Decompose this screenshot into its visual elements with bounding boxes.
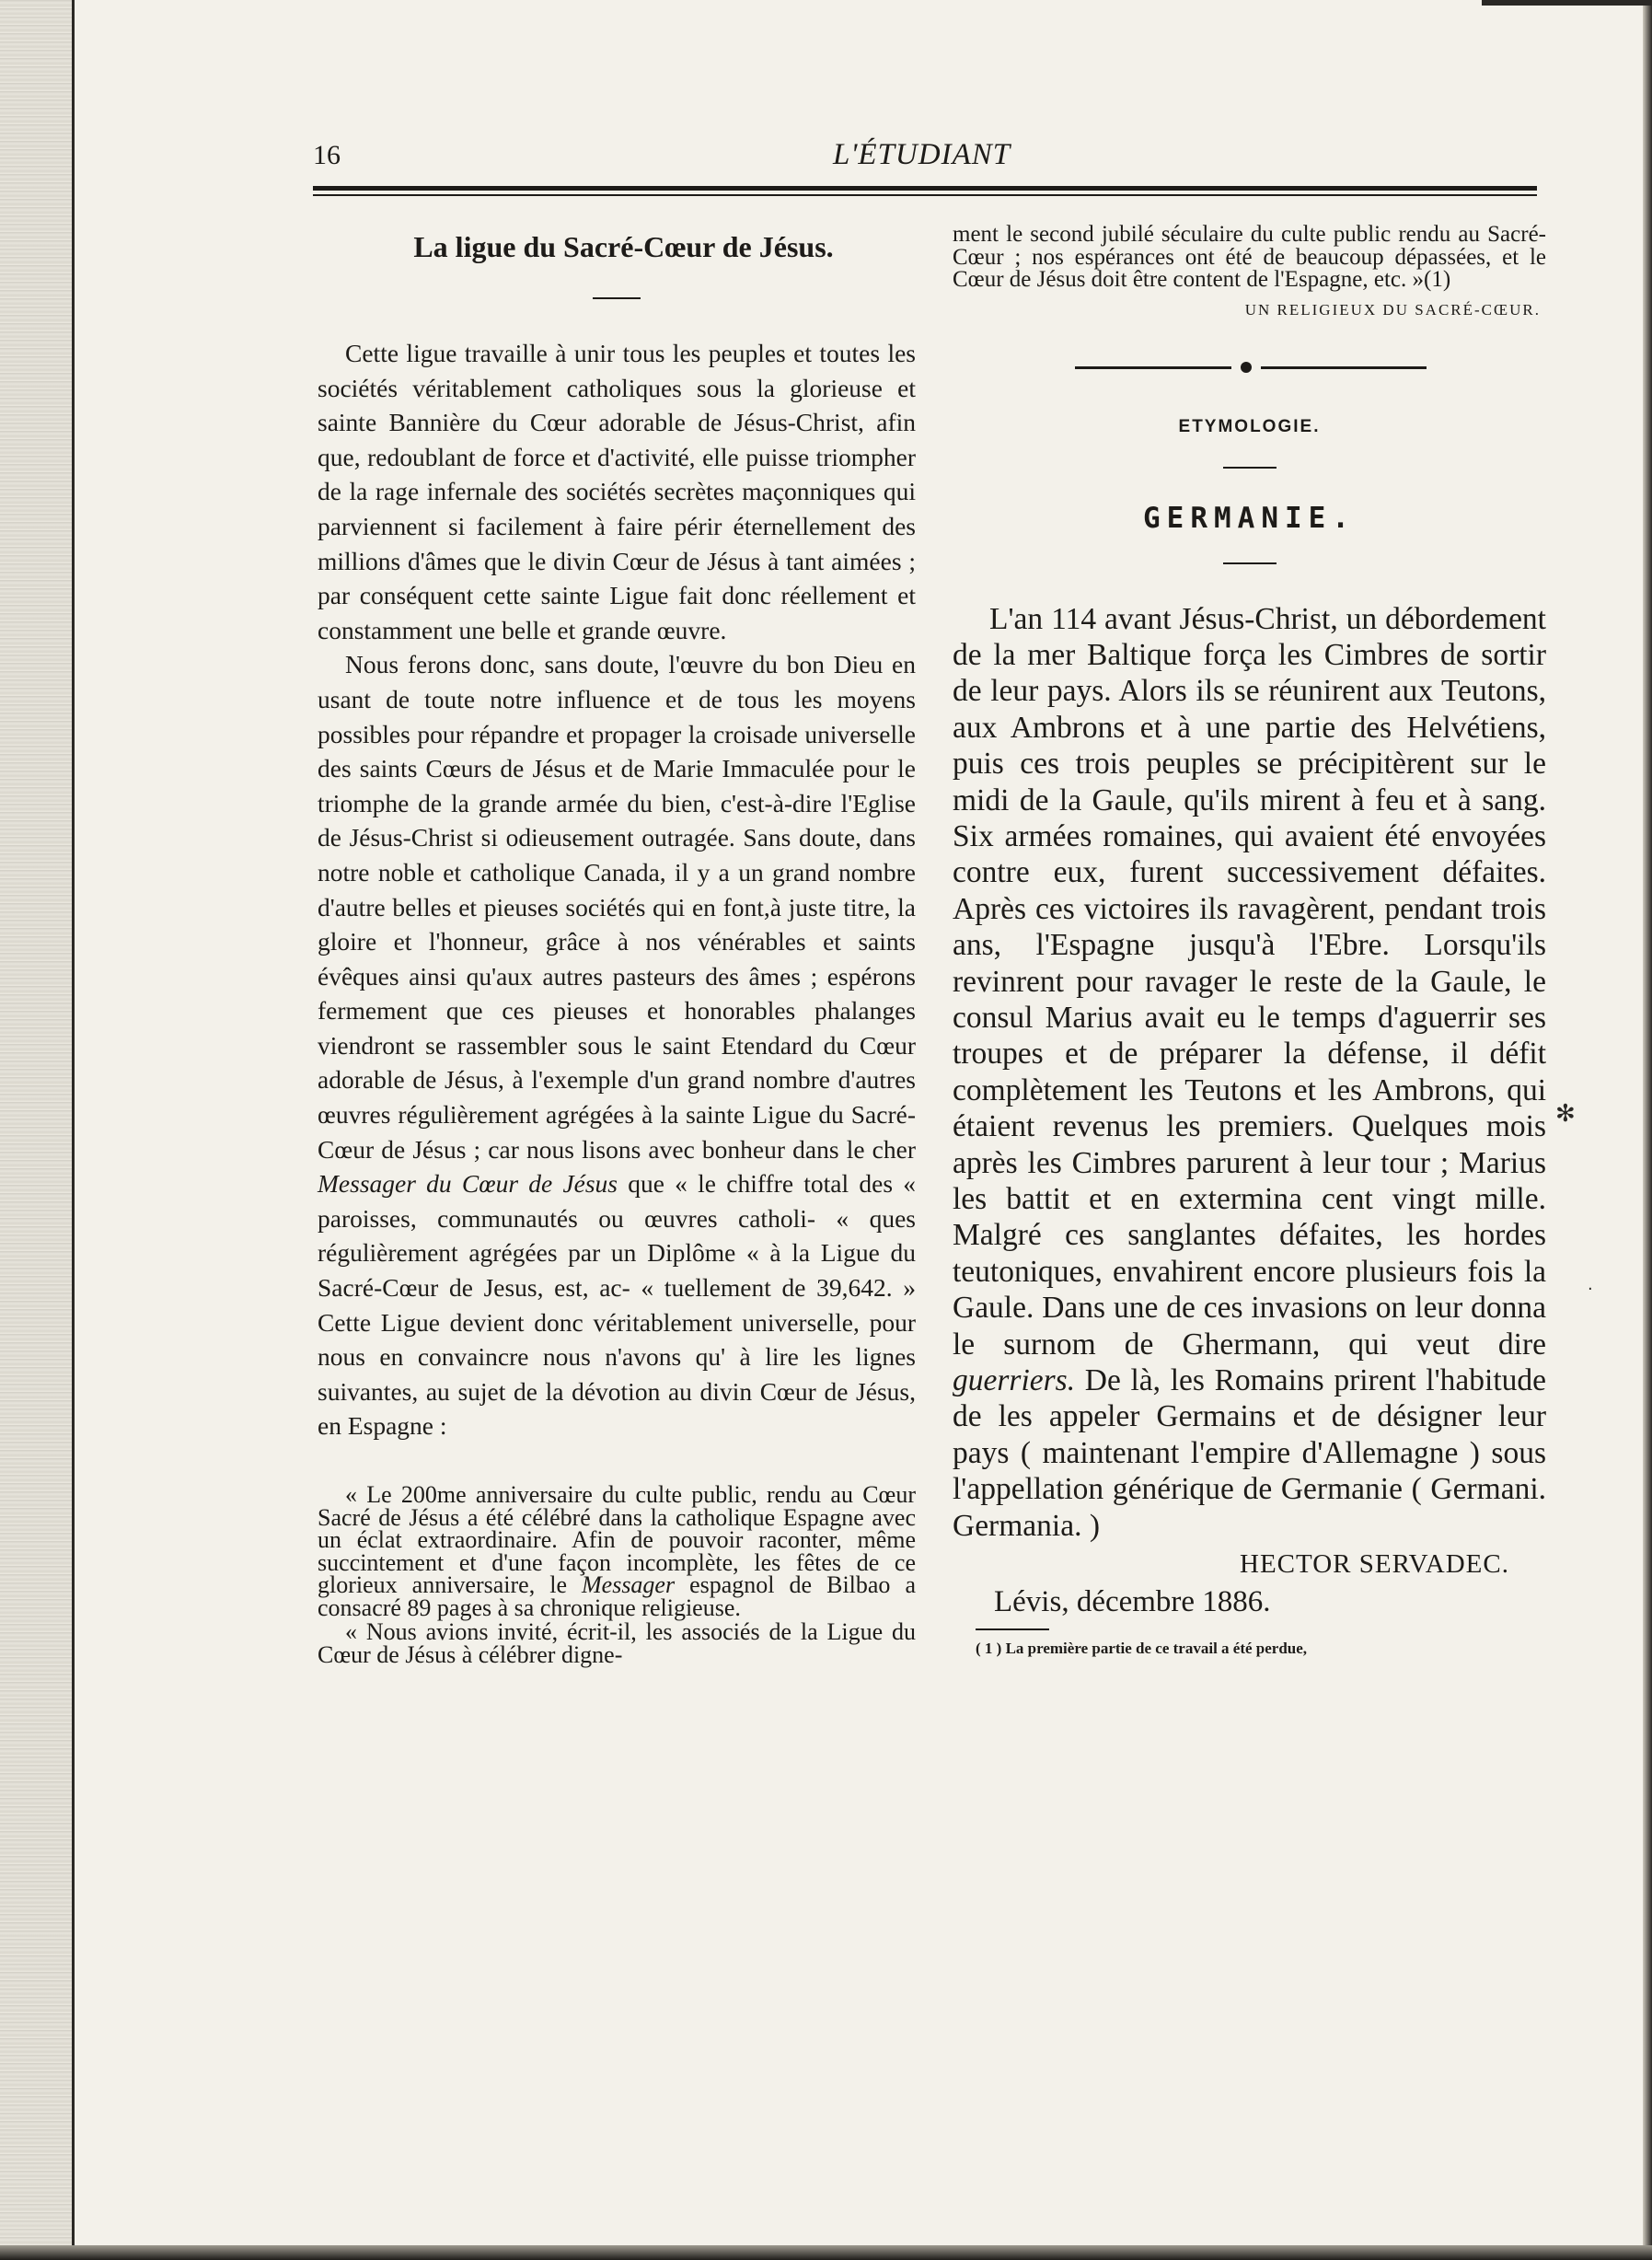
right-column [953, 224, 1546, 1658]
left-column [318, 221, 916, 1666]
ornamental-divider [1057, 358, 1443, 378]
quote-1-text-b: espagnol de Bilbao a consacré 89 pages à sa chronique religieuse. [318, 1571, 916, 1621]
section-rule-2 [1223, 562, 1277, 564]
header-rule [313, 186, 1537, 191]
running-header [313, 138, 1537, 179]
right-page-edge [1643, 0, 1652, 2260]
paragraph-2-text-a: Nous ferons donc, sans doute, l'œuvre du bon Dieu en usant de toute notre influence et de tous les moyens possibles pour répandre et propager la croisade universelle des saints Cœurs de Jésus et de Marie Immaculée pour le triomphe de la grande armée du bien, c'est-à-dire l'Eglise de Jésus-Christ si odieusement outragée. Sans doute, dans notre noble et catholique Canada, il y a un grand nombre d'autre belles et pieuses sociétés qui en font,à juste titre, la gloire et l'honneur, grâce à nos vénérables et saints évêques ainsi qu'aux autres pasteurs des âmes ; espérons fermement que ces pieuses et honorables phalanges viendront se rassembler sous le saint Etendard du Cœur adorable de Jésus, à l'exemple d'un grand nombre d'autres œuvres régulièrement agrégées à la sainte Ligue du Sacré-Cœur de Jésus ; car nous lisons avec bonheur dans le cher [318, 650, 916, 1164]
place-date: Lévis, décembre 1886. [994, 1585, 1271, 1619]
paragraph-2 [318, 647, 916, 1443]
etymology-text-b: De là, les Romains prirent l'habitude de les appeler Germains et de désigner leur pays ( maintenant l'empire d'Allemagne ) sous l'appellation générique de Germanie ( Germani. Germania. ) [953, 1363, 1547, 1543]
journal-title: L'ÉTUDIANT [833, 138, 1011, 171]
title-rule [593, 297, 641, 299]
quote-1 [318, 1481, 916, 1621]
messenger-name: Messager [582, 1571, 676, 1598]
footnote: ( 1 ) La première partie de ce travail a été perdue, [976, 1640, 1308, 1658]
paragraph-2-text-b: que « le chiffre total des « paroisses, communautés ou œuvres catholi- « ques régulièrement agrégées par un Diplôme « à la Ligue du Sacré-Cœur de Jesus, est, ac- « tuellement de 39,642. » Cette Ligue devient donc véritablement universelle, pour nous en convaincre nous n'avons qu' à lire les lignes suivantes, au sujet de la dévotion au divin Cœur de Jésus, en Espagne : [318, 1169, 916, 1441]
scan-speck: · [1588, 1280, 1593, 1299]
paragraph-1: Cette ligue travaille à unir tous les peuples et toutes les sociétés véritablement catholiques sous la glorieuse et sainte Bannière du Cœur adorable de Jésus-Christ, afin que, redoublant de force et d'activité, elle puisse triompher de la rage infernale des sociétés secrètes maçonniques qui parviennent si facilement à faire périr éternellement des millions d'âmes que le divin Cœur de Jésus à tant aimées ; par conséquent cette sainte Ligue fait donc réellement et constamment une belle et grande œuvre. [318, 339, 916, 644]
bottom-page-edge [0, 2245, 1652, 2260]
top-page-edge [1482, 0, 1652, 6]
guerriers-word: guerriers. [953, 1363, 1076, 1398]
section-label: ETYMOLOGIE. [1178, 416, 1321, 436]
binding-edge-line [72, 0, 75, 2260]
quote-signature: UN RELIGIEUX DU SACRÉ-CŒUR. [1244, 300, 1541, 319]
etymology-paragraph [953, 601, 1546, 1545]
author-signature: HECTOR SERVADEC. [1240, 1549, 1509, 1580]
section-rule [1223, 467, 1277, 469]
footnote-rule [976, 1628, 1049, 1630]
quote-continuation: ment le second jubilé séculaire du culte public rendu au Sacré-Cœur ; nos espérances ont été de beaucoup dépassées, et le Cœur de Jésus doit être content de l'Espagne, etc. »(1) [953, 222, 1546, 292]
quote-2: « Nous avions invité, écrit-il, les associés de la Ligue du Cœur de Jésus à célébrer digne- [318, 1618, 916, 1668]
binding-shadow [0, 0, 74, 2260]
etymology-text-a: L'an 114 avant Jésus-Christ, un débordement de la mer Baltique força les Cimbres de sortir de leur pays. Alors ils se réunirent aux Teutons, aux Ambrons et à une partie des Helvétiens, puis ces trois peuples se précipitèrent sur le midi de la Gaule, qu'ils mirent à feu et à sang. Six armées romaines, qui avaient été envoyées contre eux, furent successivement défaites. Après ces victoires ils ravagèrent, pendant trois ans, l'Espagne jusqu'à l'Ebre. Lorsqu'ils revinrent pour ravager le reste de la Gaule, le consul Marius avait eu le temps d'aguerrir ses troupes et de préparer la défense, il défit complètement les Teutons et les Ambrons, qui étaient revenus les premiers. Quelques mois après les Cimbres parurent à leur tour ; Marius les battit et en extermina cent vingt mille. Malgré ces sanglantes défaites, les hordes teutoniques, envahirent encore plusieurs fois la Gaule. Dans une de ces invasions on leur donna le surnom de Ghermann, qui veut dire [953, 601, 1546, 1362]
messenger-title: Messager du Cœur de Jésus [318, 1169, 618, 1199]
section-title: GERMANIE. [1143, 501, 1356, 535]
article-title: La ligue du Sacré-Cœur de Jésus. [413, 230, 834, 263]
scan-speck: ✻ [1555, 1100, 1576, 1128]
quote-1-text-a: « Le 200me anniversaire du culte public, rendu au Cœur Sacré de Jésus a été célébré dans la catholique Espagne avec un éclat extraordinaire. Afin de pouvoir raconter, même succintement et d'une façon incomplète, les fêtes de ce glorieux anniversaire, le [318, 1481, 916, 1598]
page-number: 16 [313, 140, 341, 170]
header-rule-thin [313, 194, 1537, 196]
